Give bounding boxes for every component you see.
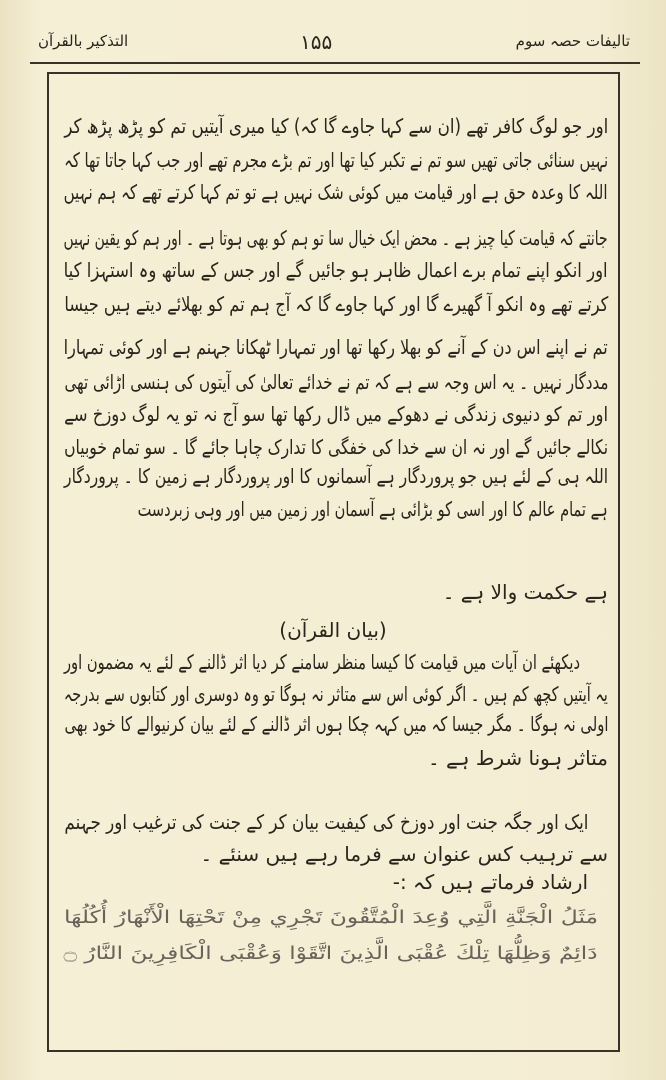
body-line: [0, 433, 608, 461]
body-line: [0, 368, 608, 396]
running-header-book-title: تالیفات حصہ سوم: [515, 32, 630, 50]
page-number: ۱۵۵: [300, 30, 333, 54]
body-line-text: ہے تمام عالم کا اور اسی کو بڑائی ہے آسمان اور زمین میں اور وہی زبردست: [137, 497, 608, 521]
header-rule: [30, 62, 640, 64]
commentary-line: [201, 840, 608, 868]
commentary-line-text: اولی نہ ہوگا ۔ مگر جیسا کہ میں کہہ چکا ہوں اثر ڈالنے کے لئے بیان کرنیوالے کا خود بھی: [64, 712, 608, 736]
body-line: [0, 256, 608, 284]
body-line-text: کرتے تھے وہ انکو آ گھیرے گا اور کہا جاوے گا کہ آج ہم تم کو بھلائے دیتے ہیں جیسا: [64, 292, 608, 316]
section-heading-text: (بیان القرآن): [279, 618, 387, 642]
quran-verse-line-text: مَثَلُ الْجَنَّةِ الَّتِي وُعِدَ الْمُتَّقُونَ تَجْرِي مِنْ تَحْتِهَا الْأَنْهَارُ أُكُلُهَا: [64, 907, 598, 928]
body-line: [0, 495, 608, 523]
commentary-line: [0, 680, 608, 708]
body-line: [0, 290, 608, 318]
body-line-text: جانتے کہ قیامت کیا چیز ہے ۔ محض ایک خیال سا تو ہم کو بھی ہوتا ہے ۔ اور ہم کو یقین نہیں: [64, 226, 608, 250]
commentary-line: [0, 648, 580, 676]
running-header-chapter-title: التذکیر بالقرآن: [38, 32, 129, 50]
commentary-line: [428, 744, 608, 772]
body-line-text: نکالے جائیں گے اور نہ ان سے خدا کی خفگی کا تدارک چاہا جائے گا ۔ سو تمام خوبیاں: [64, 435, 608, 459]
body-line-text: اللہ کا وعدہ حق ہے اور قیامت میں کوئی شک نہیں ہے تو تم کہا کرتے تھے کہ ہم نہیں: [64, 180, 608, 204]
body-line: [0, 462, 608, 490]
body-line-text: ہے حکمت والا ہے ۔: [442, 580, 608, 604]
body-line-text: اور جو لوگ کافر تھے (ان سے کہا جاوے گا کہ) کیا میری آیتیں تم کو پڑھ پڑھ کر: [64, 114, 608, 138]
commentary-line-text: یہ آیتیں کچھ کم ہیں ۔ اگر کوئی اس سے متاثر نہ ہوگا تو وہ دوسری اور کتابوں سے بدرجہ: [64, 682, 608, 706]
commentary-line: [0, 808, 588, 836]
body-line: [443, 578, 608, 606]
body-line-text: مددگار نہیں ۔ یہ اس وجہ سے ہے کہ تم نے خدائے تعالیٰ کی آیتوں کی ہنسی اڑائی تھی: [64, 370, 608, 394]
quran-verse-line-text: دَائِمٌ وَظِلُّهَا تِلْكَ عُقْبَى الَّذِينَ اتَّقَوْا وَعُقْبَى الْكَافِرِينَ النَّارُ ۝: [64, 943, 598, 964]
commentary-line-text: ایک اور جگہ جنت اور دوزخ کی کیفیت بیان کر کے جنت کی ترغیب اور جہنم: [64, 810, 588, 834]
body-line-text: نہیں سنائی جاتی تھیں سو تم نے تکبر کیا تھا اور تم بڑے مجرم تھے اور جب کہا جاتا تھا کہ: [64, 148, 608, 172]
body-line-text: تم نے اپنے اس دن کے آنے کو بھلا رکھا تھا اور تمہارا ٹھکانا جہنم ہے اور کوئی تمہارا: [64, 335, 608, 359]
quran-verse-line: [64, 904, 598, 932]
body-line-text: اللہ ہی کے لئے ہیں جو پروردگار ہے آسمانوں کا اور پروردگار ہے زمین کا ۔ پروردگار: [64, 464, 608, 488]
commentary-line: [0, 710, 608, 738]
body-line: [0, 333, 608, 361]
body-line: [0, 146, 608, 174]
commentary-line-text: دیکھئے ان آیات میں قیامت کا کیسا منظر سامنے کر دیا اثر ڈالنے کے لئے یہ مضمون اور: [64, 650, 580, 674]
body-line-text: اور تم کو دنیوی زندگی نے دھوکے میں ڈال رکھا تھا سو آج نہ تو یہ لوگ دوزخ سے: [64, 402, 608, 426]
body-line: [0, 112, 608, 140]
body-line: [0, 400, 608, 428]
body-line: [0, 224, 608, 252]
quran-verse-line: [64, 940, 598, 968]
body-line-text: اور انکو اپنے تمام برے اعمال ظاہر ہو جائیں گے اور جس کے ساتھ وہ استہزا کیا: [64, 258, 608, 282]
commentary-line-text: ارشاد فرماتے ہیں کہ :-: [392, 870, 588, 894]
body-line: [0, 178, 608, 206]
commentary-line-text: متاثر ہونا شرط ہے ۔: [427, 746, 608, 770]
commentary-line-text: سے ترہیب کس عنوان سے فرما رہے ہیں سنئے ۔: [200, 842, 608, 866]
section-heading: [279, 616, 386, 644]
commentary-line: [393, 868, 588, 896]
